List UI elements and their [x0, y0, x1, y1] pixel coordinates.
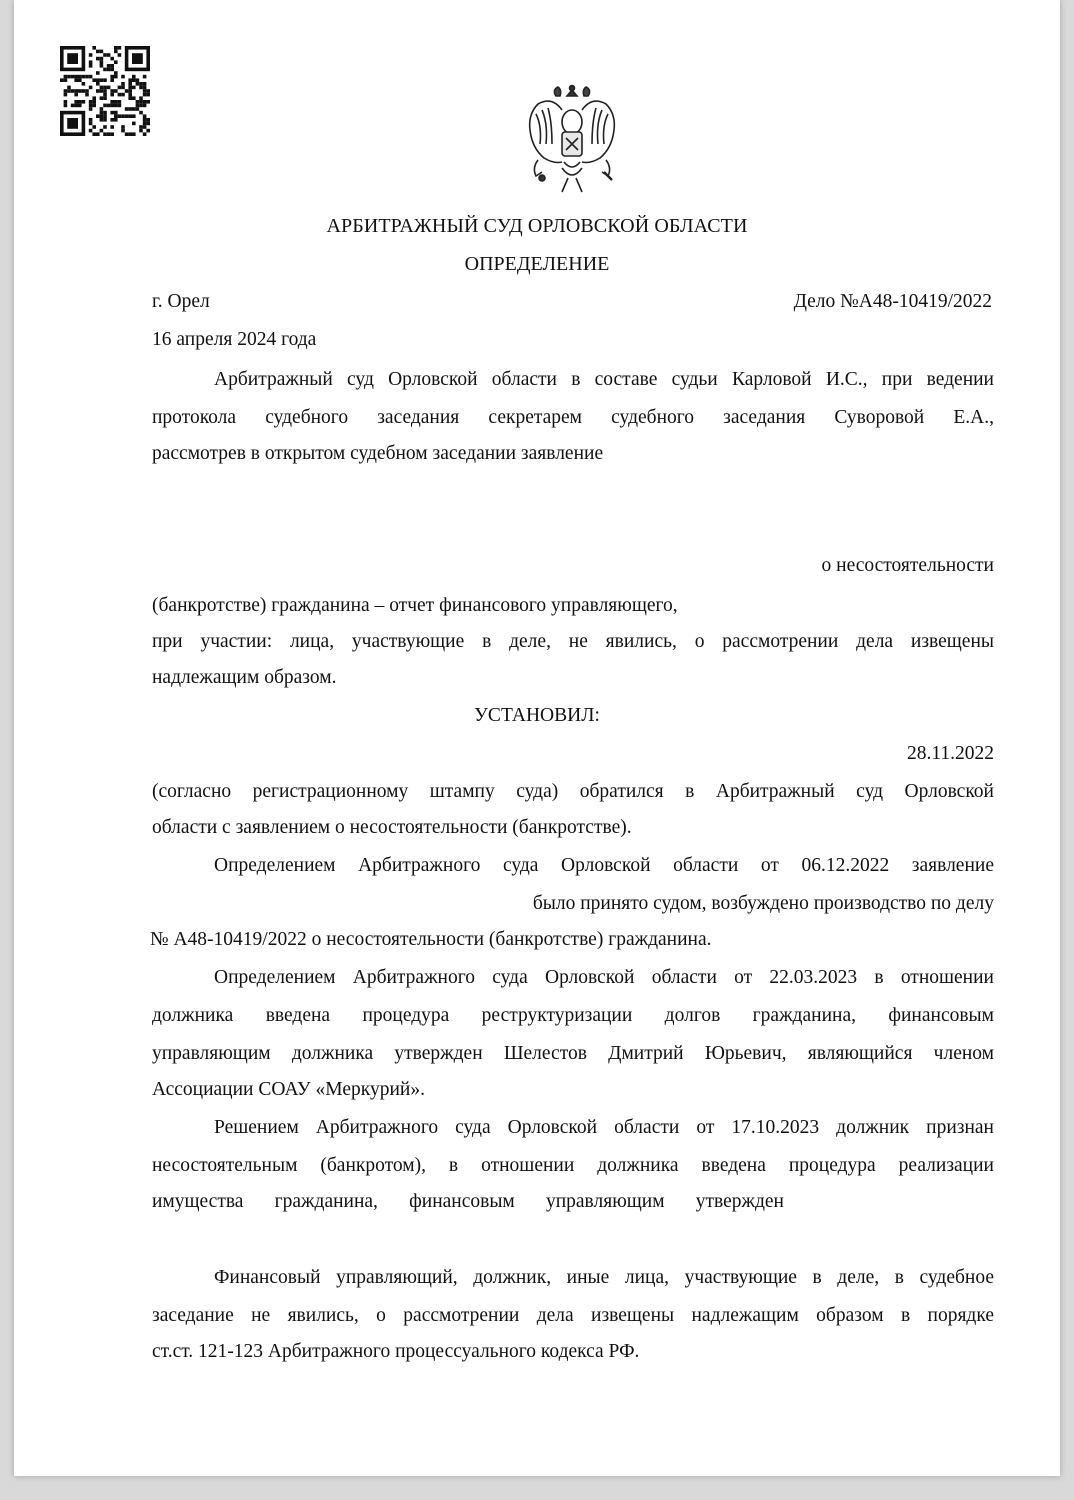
p2-line-3: № А48-10419/2022 о несостоятельности (банкротстве) гражданина.	[150, 929, 712, 950]
document-page	[14, 0, 1060, 1476]
p2-line-1: Определением Арбитражного суда Орловской области от 06.12.2022 заявление	[214, 855, 994, 876]
p1-line-1: (согласно регистрационному штампу суда) обратился в Арбитражный суд Орловской	[152, 781, 994, 802]
court-name: АРБИТРАЖНЫЙ СУД ОРЛОВСКОЙ ОБЛАСТИ	[326, 215, 748, 237]
subject-line-1: о несостоятельности	[821, 555, 994, 576]
p5-line-2: заседание не явились, о рассмотрении дела извещены надлежащим образом в порядке	[152, 1305, 994, 1326]
document-title: ОПРЕДЕЛЕНИЕ	[464, 253, 610, 275]
p2-line-2: было принято судом, возбуждено производство по делу	[532, 893, 994, 914]
p1-line-2: области с заявлением о несостоятельности (банкротстве).	[152, 817, 632, 838]
p4-line-2: несостоятельным (банкротом), в отношении должника введена процедура реализации	[152, 1155, 994, 1176]
coat-of-arms-icon	[522, 82, 622, 200]
intro-line-1: Арбитражный суд Орловской области в составе судьи Карловой И.С., при ведении	[214, 369, 994, 390]
p4-line-1: Решением Арбитражного суда Орловской области от 17.10.2023 должник признан	[214, 1117, 994, 1138]
qr-code-icon	[60, 46, 150, 136]
intro-line-2: протокола судебного заседания секретарем судебного заседания Суворовой Е.А.,	[152, 407, 994, 428]
case-number: Дело №А48-10419/2022	[793, 291, 992, 312]
attendance-line-2: надлежащим образом.	[152, 667, 337, 688]
document-date: 16 апреля 2024 года	[152, 329, 317, 350]
subject-line-2: (банкротстве) гражданина – отчет финансового управляющего,	[152, 595, 678, 616]
p5-line-3: ст.ст. 121-123 Арбитражного процессуального кодекса РФ.	[152, 1341, 640, 1362]
city: г. Орел	[152, 291, 210, 312]
intro-line-3: рассмотрев в открытом судебном заседании заявление	[152, 443, 604, 464]
p3-line-3: управляющим должника утвержден Шелестов Дмитрий Юрьевич, являющийся членом	[152, 1043, 994, 1064]
p4-line-3: имущества гражданина, финансовым управляющим утвержден	[152, 1191, 784, 1212]
attendance-line-1: при участии: лица, участвующие в деле, не явились, о рассмотрении дела извещены	[152, 631, 994, 652]
p3-line-2: должника введена процедура реструктуризации долгов гражданина, финансовым	[152, 1005, 994, 1026]
p5-line-1: Финансовый управляющий, должник, иные лица, участвующие в деле, в судебное	[214, 1267, 994, 1288]
p1-date: 28.11.2022	[906, 743, 994, 764]
p3-line-4: Ассоциации СОАУ «Меркурий».	[152, 1079, 425, 1100]
p3-line-1: Определением Арбитражного суда Орловской области от 22.03.2023 в отношении	[214, 967, 994, 988]
established-heading: УСТАНОВИЛ:	[474, 705, 600, 726]
